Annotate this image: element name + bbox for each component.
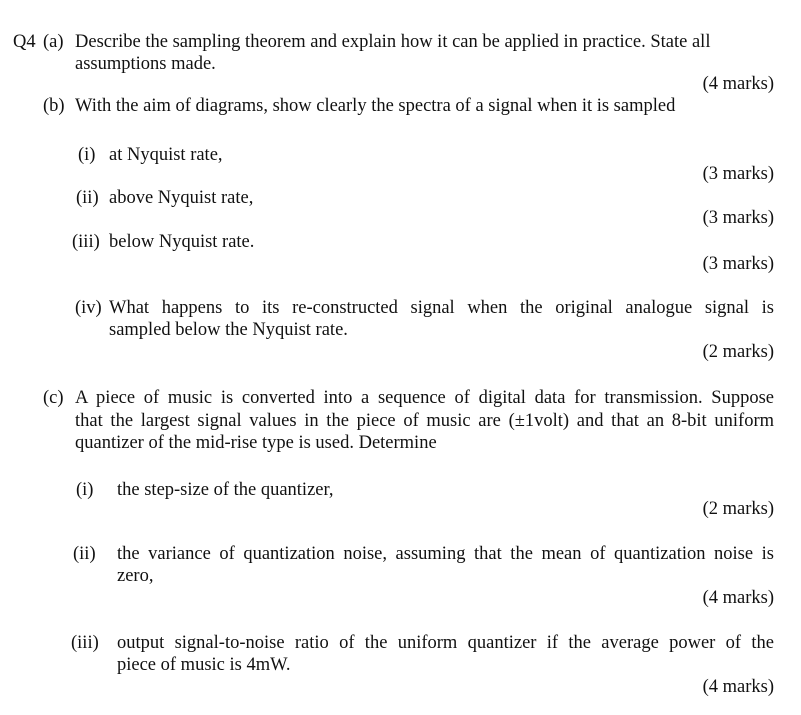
part-b-i-label: (i) <box>78 145 96 165</box>
part-a-label: (a) <box>43 32 64 52</box>
part-a-text-line2: assumptions made. <box>75 54 216 74</box>
part-c-i-label: (i) <box>76 480 94 500</box>
part-a-text-line1: Describe the sampling theorem and explain how it can be applied in practice. State all <box>75 32 711 52</box>
part-b-ii-text: above Nyquist rate, <box>109 188 254 208</box>
part-b-label: (b) <box>43 96 65 116</box>
part-c-text-line1: A piece of music is converted into a sequence of digital data for transmission. Suppose <box>75 388 774 408</box>
part-c-text-line3: quantizer of the mid-rise type is used. Determine <box>75 433 437 453</box>
part-c-ii-label: (ii) <box>73 544 96 564</box>
part-c-text-line2: that the largest signal values in the piece of music are (±1volt) and that an 8-bit uniform <box>75 411 774 431</box>
part-b-i-text: at Nyquist rate, <box>109 145 223 165</box>
part-c-iii-text-line2: piece of music is 4mW. <box>117 655 291 675</box>
part-c-ii-text-line2: zero, <box>117 566 154 586</box>
part-b-iv-label: (iv) <box>75 298 102 318</box>
part-c-iii-text-line1: output signal-to-noise ratio of the uniform quantizer if the average power of the <box>117 633 774 653</box>
part-b-iv-text-line1: What happens to its re-constructed signal when the original analogue signal is <box>109 298 774 318</box>
part-b-ii-label: (ii) <box>76 188 99 208</box>
part-b-iii-label: (iii) <box>72 232 100 252</box>
part-c-i-marks: (2 marks) <box>702 499 774 519</box>
part-b-iv-text-line2: sampled below the Nyquist rate. <box>109 320 348 340</box>
part-c-ii-marks: (4 marks) <box>702 588 774 608</box>
part-b-ii-marks: (3 marks) <box>702 208 774 228</box>
question-number: Q4 <box>13 32 36 52</box>
part-b-i-marks: (3 marks) <box>702 164 774 184</box>
part-b-text: With the aim of diagrams, show clearly the spectra of a signal when it is sampled <box>75 96 676 116</box>
part-c-iii-marks: (4 marks) <box>702 677 774 697</box>
part-b-iii-text: below Nyquist rate. <box>109 232 255 252</box>
part-c-label: (c) <box>43 388 64 408</box>
part-b-iii-marks: (3 marks) <box>702 254 774 274</box>
part-b-iv-marks: (2 marks) <box>702 342 774 362</box>
part-c-i-text: the step-size of the quantizer, <box>117 480 334 500</box>
part-c-ii-text-line1: the variance of quantization noise, assuming that the mean of quantization noise is <box>117 544 774 564</box>
part-c-iii-label: (iii) <box>71 633 99 653</box>
part-a-marks: (4 marks) <box>702 74 774 94</box>
